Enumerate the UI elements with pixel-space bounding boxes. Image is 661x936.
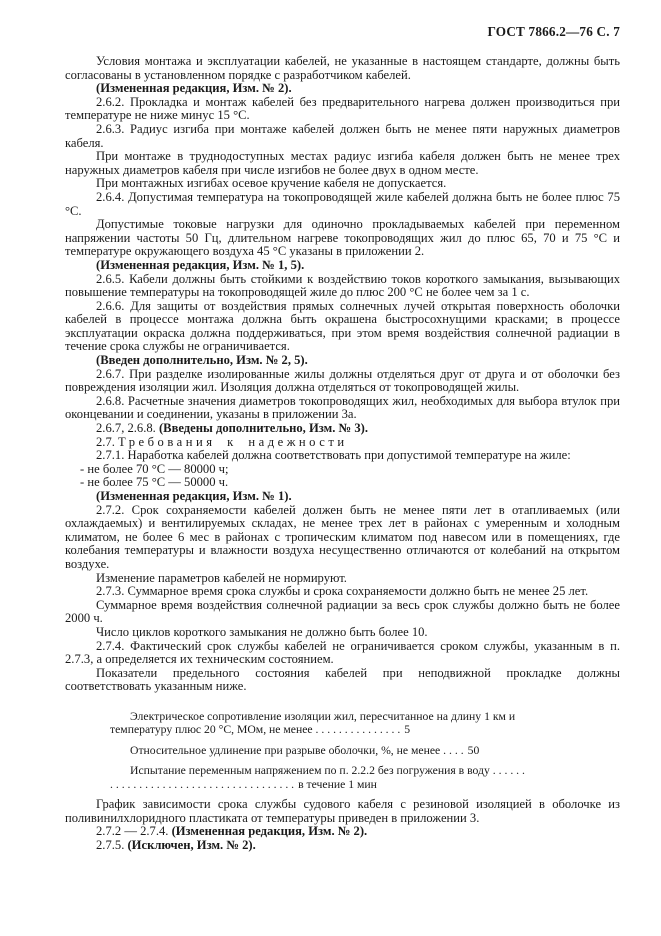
clauses-2-6-7-8-amendment xyxy=(65,422,620,436)
spec-item-insulation-resistance xyxy=(110,710,530,737)
spec-label: Относительное удлинение при разрыве оболочки, %, не менее xyxy=(130,743,441,757)
section-2-7-heading xyxy=(65,436,620,450)
spec-item-elongation xyxy=(110,744,530,757)
note-added-izm3: (Введены дополнительно, Изм. № 3). xyxy=(158,421,368,436)
page-header xyxy=(65,24,620,40)
dot-leader: . . . . xyxy=(440,743,464,757)
spec-label: Электрическое сопротивление изоляции жил, пересчитанное на длину 1 км и температуру плюс 20 °С, МОм, не менее xyxy=(110,709,516,737)
clause-2-7-3-note1: Суммарное время воздействия солнечной радиации за весь срок службы должно быть не более 2000 ч. xyxy=(65,597,620,626)
clauses-2-7-2-4-amendment xyxy=(65,825,620,839)
clause-2-6-3-note1: При монтаже в труднодоступных местах радиус изгиба кабеля должен быть не менее трех наружных диаметров кабеля при числе изгибов не более двух в одном месте. xyxy=(65,149,620,177)
clause-2-7-5-excluded xyxy=(65,839,620,853)
clause-2-6-3: 2.6.3. Радиус изгиба при монтаже кабелей должен быть не менее пяти наружных диаметров кабеля. xyxy=(65,121,620,150)
clause-2-7-4-note: Показатели предельного состояния кабелей при неподвижной прокладке должны соответствовать указанным ниже. xyxy=(65,665,620,694)
clause-2-6-3-note2: При монтажных изгибах осевое кручение кабеля не допускается. xyxy=(96,176,447,191)
spec-item-voltage-test xyxy=(110,764,530,791)
clause-2-6-5: 2.6.5. Кабели должны быть стойкими к воздействию токов короткого замыкания, вызывающих повышение температуры на токопроводящей жиле до плюс 200 °С не более чем за 1 с. xyxy=(65,271,620,300)
paragraph-intro: Условия монтажа и эксплуатации кабелей, не указанные в настоящем стандарте, должны быть согласованы в установленном порядке с разработчиком кабелей. xyxy=(65,54,620,82)
clause-2-7-3: 2.7.3. Суммарное время срока службы и срока сохраняемости должно быть не менее 25 лет. xyxy=(96,584,589,599)
list-item-70c: - не более 70 °С — 80000 ч; xyxy=(80,461,229,476)
clause-2-6-4-note: Допустимые токовые нагрузки для одиночно прокладываемых кабелей при переменном напряжении частоты 50 Гц, длительном нагреве токопроводящих жил до плюс 65, 70 и 75 °С и температуре окружающего воздуха 45 °С указаны в приложении 2. xyxy=(65,217,620,259)
note-added-izm2-5: (Введен дополнительно, Изм. № 2, 5). xyxy=(96,353,308,368)
section-2-7-number: 2.7. xyxy=(96,434,119,449)
clause-2-7-5-prefix: 2.7.5. xyxy=(96,837,128,852)
clause-2-6-2: 2.6.2. Прокладка и монтаж кабелей без предварительного нагрева должен производиться при температуре не ниже минус 15 °С. xyxy=(65,94,620,123)
clause-2-7-4: 2.7.4. Фактический срок службы кабелей не ограничивается сроком службы, указанным в п. 2.7.3, а определяется их техническим состоянием. xyxy=(65,638,620,667)
list-item-75c: - не более 75 °С — 50000 ч. xyxy=(80,475,229,490)
dot-leader: . . . . . . . . . . . . . . . . . . . . . . . . . . . . . . . . . . . . . . xyxy=(110,764,525,791)
clause-2-6-4: 2.6.4. Допустимая температура на токопроводящей жиле кабелей должна быть не более плюс 75 °С. xyxy=(65,189,620,218)
doc-number-page-label: ГОСТ 7866.2—76 С. 7 xyxy=(487,24,620,39)
note-amended-izm1-5: (Измененная редакция, Изм. № 1, 5). xyxy=(96,257,305,272)
clause-2-6-8: 2.6.8. Расчетные значения диаметров токопроводящих жил, необходимых для выбора втулок при оконцевании и соединении, указаны в приложении 3а. xyxy=(65,393,620,422)
clause-2-6-6: 2.6.6. Для защиты от воздействия прямых солнечных лучей открытая поверхность оболочки кабелей в процессе монтажа должна быть окрашена быстросохнущими красками; в процессе эксплуатации окраска должна поддерживаться, при этом время воздействия солнечной радиации в течение срока службы не ограничивается. xyxy=(65,298,620,354)
spec-value: 5 xyxy=(404,723,411,737)
spec-value: 50 xyxy=(467,743,480,757)
dot-leader: . . . . . . . . . . . . . . . xyxy=(312,723,401,737)
spec-value: в течение 1 мин xyxy=(298,777,377,791)
clause-2-7-2: 2.7.2. Срок сохраняемости кабелей должен быть не менее пяти лет в отапливаемых (или охлаждаемых) и вентилируемых складах, не менее трех лет в районах с умеренным и холодным климатом, не более 6 мес в районах с тропическим климатом под навесом или в помещениях, где колебания температуры и влажности воздуха несущественно отличаются от колебаний на открытом воздухе. xyxy=(65,502,620,571)
section-2-7-title: Требования к надежности xyxy=(118,434,348,449)
limit-state-indicators-block xyxy=(110,710,530,791)
note-amended-izm2: (Измененная редакция, Изм. № 2). xyxy=(96,81,292,96)
clauses-2-6-7-8-prefix: 2.6.7, 2.6.8. xyxy=(96,421,159,436)
clauses-2-7-2-4-prefix: 2.7.2 — 2.7.4. xyxy=(96,824,172,839)
clause-2-7-3-note2: Число циклов короткого замыкания не должно быть более 10. xyxy=(96,624,428,639)
note-amended-izm1: (Измененная редакция, Изм. № 1). xyxy=(96,489,292,503)
spec-label: Испытание переменным напряжением по п. 2.2.2 без погружения в воду xyxy=(130,764,490,778)
note-amended-izm2-second: (Измененная редакция, Изм. № 2). xyxy=(171,824,368,839)
clause-2-7-2-note: Изменение параметров кабелей не нормируют. xyxy=(96,570,347,585)
note-excluded-izm2: (Исключен, Изм. № 2). xyxy=(127,837,256,852)
clause-2-7-1: 2.7.1. Наработка кабелей должна соответствовать при допустимой температуре на жиле: xyxy=(96,448,571,463)
clause-2-6-7: 2.6.7. При разделке изолированные жилы должны отделяться друг от друга и от оболочки без повреждения изоляции жил. Изоляция должна отделяться от токопроводящей жилы. xyxy=(65,366,620,395)
graph-note: График зависимости срока службы судового кабеля с резиновой изоляцией в оболочке из поливинилхлоридного пластиката от температуры приведен в приложении 3. xyxy=(65,796,620,825)
